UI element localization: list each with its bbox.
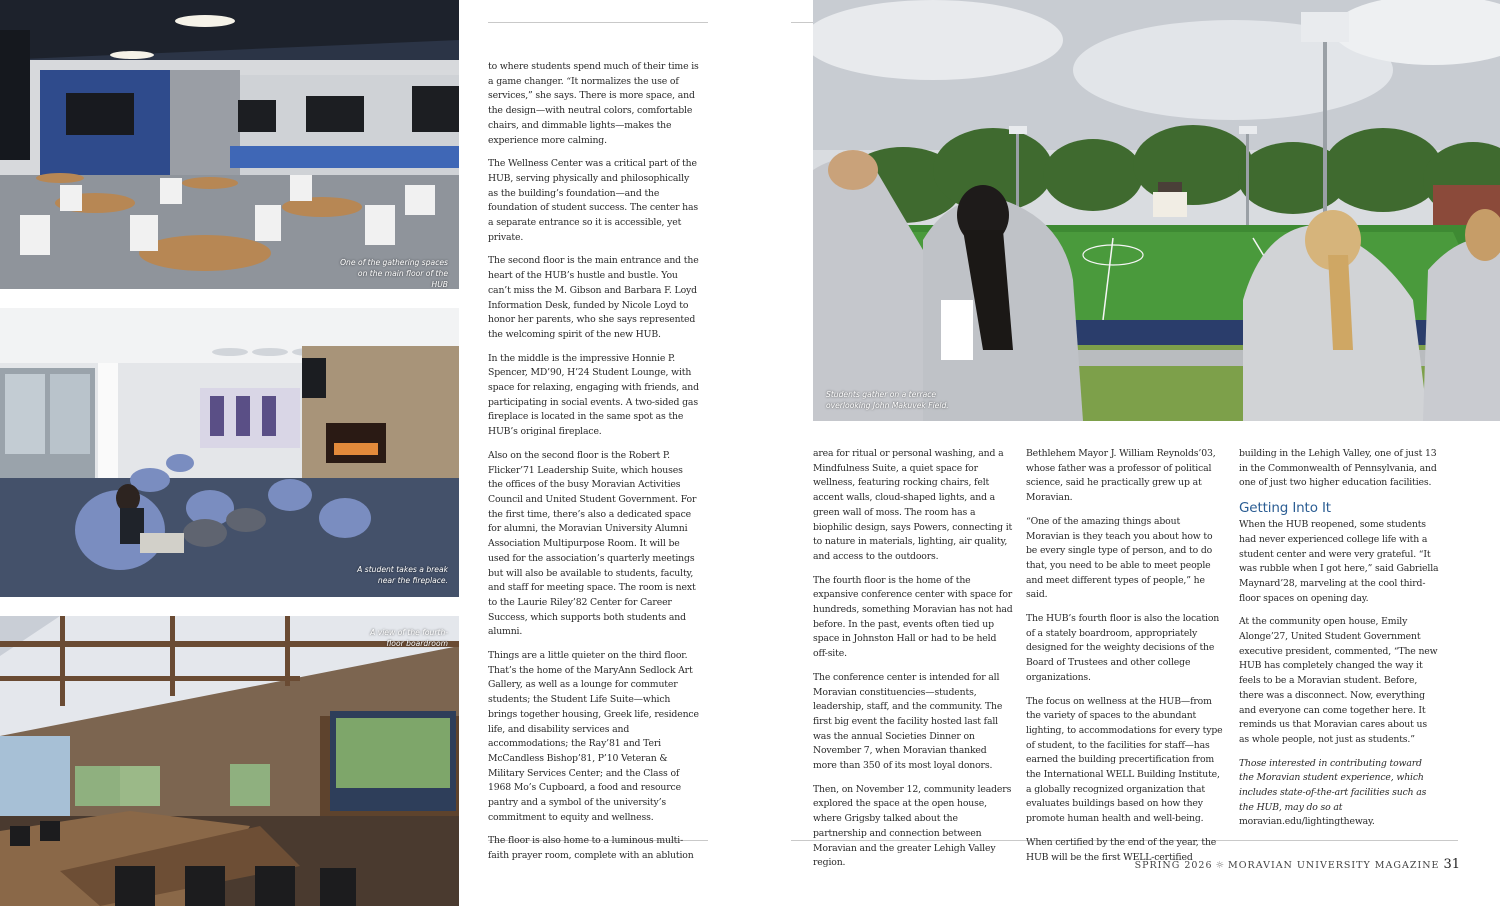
paragraph: Then, on November 12, community leaders explored the space at the open house, where Grigsby talked about the partnership and connection between Moravian and the greater Lehigh Valley region. — [813, 783, 1012, 869]
paragraph: When certified by the end of the year, the HUB will be the first WELL-certified — [1026, 836, 1217, 863]
paragraph: The HUB’s fourth floor is also the location of a stately boardroom, appropriately designed for the weighty decisions of the Board of Trustees and other college organizations. — [1026, 613, 1220, 683]
paragraph: The second floor is the main entrance and the heart of the HUB’s hustle and bustle. You can’t miss the M. Gibson and Barbara F. Loyd Information Desk, funded by Nicole Loyd to honor her parents, who she says represented the welcoming spirit of the new HUB. — [488, 255, 699, 340]
text-column-1 — [488, 60, 700, 873]
photo-terrace-field — [813, 0, 1500, 421]
paragraph: Bethlehem Mayor J. William Reynolds’03, whose father was a professor of political science, said he practically grew up at Moravian. — [1026, 448, 1216, 504]
paragraph: area for ritual or personal washing, and a Mindfulness Suite, a quiet space for wellness, featuring rocking chairs, felt accent walls, cloud-shaped lights, and a green wall of moss. The room has a biophilic design, says Powers, connecting it to nature in materials, lighting, air quality, and access to the outdoors. — [813, 448, 1013, 562]
closing-note — [1239, 757, 1439, 831]
paragraph: Also on the second floor is the Robert P. Flicker’71 Leadership Suite, which houses the offices of the busy Moravian Activities Council and United Student Government. For the first time, there’s also a dedicated space for alumni, the Moravian University Alumni Association Multipurpose Room. It will be used for the association’s quarterly meetings but will also be available to students, faculty, and staff for meeting space. The room is next to the Laurie Riley’82 Center for Career Success, which supports both students and alumni. — [488, 449, 697, 638]
paragraph: The Wellness Center was a critical part of the HUB, serving physically and philosophically as the building’s foundation—and the foundation of student success. The center has a separate entrance so it is accessible, yet private. — [488, 158, 699, 243]
photo-gathering-space — [0, 0, 459, 289]
paragraph: “One of the amazing things about Moravian is they teach you about how to be every single type of person, and to do that, you need to be able to meet people and meet different types of people,” he said. — [1026, 515, 1213, 601]
photo2-caption: A student takes a break near the fireplace. — [357, 565, 448, 585]
photo4-caption: Students gather on a terrace overlooking John Makuvek Field. — [826, 390, 949, 410]
paragraph: The conference center is intended for all Moravian constituencies—students, leadership, staff, and the community. The first big event the facility hosted last fall was the annual Societies Dinner on November 7, when Moravian thanked more than 350 of its most loyal donors. — [813, 671, 1003, 772]
paragraph: The floor is also home to a luminous multi-faith prayer room, complete with an ablution — [488, 835, 694, 862]
page-number: 31 — [1443, 857, 1460, 872]
paragraph: to where students spend much of their time is a game changer. “It normalizes the use of services,” she says. There is more space, and the design—with neutral colors, comfortable chairs, and dimmable lights—makes the experience more calming. — [488, 61, 699, 146]
paragraph: The focus on wellness at the HUB—from the variety of spaces to the abundant lighting, to accommodations for every type of student, to the facilities for staff—has earned the building precertification from the International WELL Building Institute, a globally recognized organization that evaluates buildings based on how they promote human health and well-being. — [1026, 695, 1223, 825]
page-footer — [1135, 857, 1460, 872]
text-column-4 — [1239, 447, 1439, 839]
footer-magazine: MORAVIAN UNIVERSITY MAGAZINE — [1228, 860, 1440, 871]
section-heading: Getting Into It — [1239, 500, 1331, 517]
photo-boardroom — [0, 616, 459, 906]
paragraph: The fourth floor is the home of the expansive conference center with space for hundreds, something Moravian has not had before. In the past, events often tied up space in Johnston Hall or had to be held off-site. — [813, 574, 1013, 660]
donation-link[interactable]: moravian.edu/lightingtheway. — [1239, 816, 1375, 828]
sun-icon: ☼ — [1215, 860, 1226, 871]
footer-issue: SPRING 2026 — [1134, 860, 1213, 871]
text-column-2 — [813, 447, 1013, 880]
closing-note-text: Those interested in contributing toward the Moravian student experience, which includes state-of-the-art facilities such as the HUB, may do so at — [1239, 757, 1427, 813]
paragraph: When the HUB reopened, some students had never experienced college life with a student center and were very grateful. “It was rubble when I got here,” said Gabriella Maynard’28, marveling at the cool third-floor spaces on opening day. — [1239, 519, 1439, 604]
photo-lounge-fireplace — [0, 308, 459, 597]
paragraph: In the middle is the impressive Honnie P. Spencer, MD’90, H’24 Student Lounge, with space for relaxing, engaging with friends, and participating in social events. A two-sided gas fireplace is located in the same spot as the HUB’s original fireplace. — [488, 352, 699, 438]
text-column-3 — [1026, 447, 1226, 874]
paragraph: Things are a little quieter on the third floor. That’s the home of the MaryAnn Sedlock Art Gallery, as well as a lounge for commuter students; the Student Life Suite—which brings together housing, Greek life, residence life, and disability services and accommodations; the Ray’81 and Teri McCandless Bishop’81, P’10 Veteran & Military Services Center; and the Class of 1968 Mo’s Cupboard, a food and resource pantry and a symbol of the university’s commitment to equity and wellness. — [488, 650, 699, 823]
photo3-caption: A view of the fourth-floor boardroom — [370, 628, 448, 648]
photo1-caption: One of the gathering spaces on the main floor of the HUB — [340, 258, 448, 289]
rule-right-top — [791, 22, 813, 23]
paragraph: At the community open house, Emily Alonge’27, United Student Government executive president, commented, “The new HUB has completely changed the way it feels to be a Moravian student. Before, there was a disconnect. Now, everything and everyone can come together here. It reminds us that Moravian cares about us as whole people, not just as students.” — [1239, 616, 1438, 745]
rule-left-top — [488, 22, 708, 23]
paragraph: building in the Lehigh Valley, one of just 13 in the Commonwealth of Pennsylvania, and one of just two higher education facilities. — [1239, 448, 1437, 489]
